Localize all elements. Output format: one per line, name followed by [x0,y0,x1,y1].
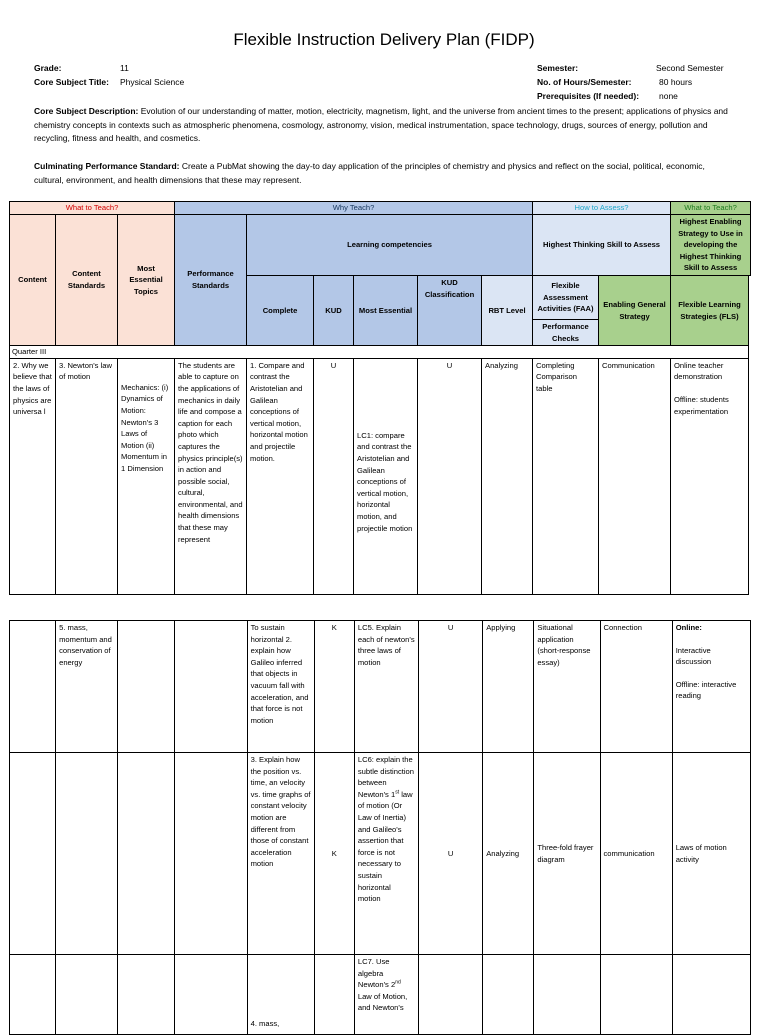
row3-topics [118,753,175,955]
row1-enabling: Communication [599,358,671,594]
how-to-assess-header: How to Assess? [533,202,671,215]
row3-kud: K [314,753,354,955]
most-essential-topics-header: Most Essential Topics [118,215,175,346]
subject-value: Physical Science [120,77,185,87]
highest-thinking-header: Highest Thinking Skill to Assess [533,215,671,276]
performance-standards-header: Performance Standards [175,215,247,346]
grade-label-bold: Grade: [34,63,62,73]
page-title: Flexible Instruction Delivery Plan (FIDP) [233,30,535,49]
culminating-standard [34,160,734,187]
hours-value: 80 hours [659,77,693,87]
row1-faa: Completing Comparison table [533,358,599,594]
complete-header: Complete [247,275,314,345]
enabling-strategy-header: Enabling General Strategy [599,275,671,345]
row3-kud-classification: U [419,753,483,955]
subject-label: Core Subject Title: [34,77,109,87]
prereq-label: Prerequisites (If needed): [537,91,640,101]
row3-complete: 3. Explain how the position vs. time, an velocity vs. time graphs of constant velocity motion are different from those of constant acceleration motion [247,753,314,955]
subject-description [34,105,734,146]
most-essential-header: Most Essential [354,275,418,345]
row1-complete: 1. Compare and contrast the Aristotelian and Galilean conceptions of vertical motion, horizontal motion and projectile motion. [247,358,314,594]
culminating-text: Create a PubMat showing the day-to day application of the principles of chemistry and physics and reflect on the social, political, economic, cultural, environment, and health dimensions that these may represent. [34,161,705,185]
row2-kud-classification: U [419,621,483,753]
row3-faa: Three-fold frayer diagram [534,753,600,955]
semester-label: Semester: [537,63,579,73]
row4-topics [118,955,175,1035]
row2-faa: Situational application (short-response essay) [534,621,600,753]
row2-kud: K [314,621,354,753]
row3-rbt-level: Analyzing [483,753,534,955]
row3-performance [175,753,247,955]
what-to-teach-header: What to Teach? [10,202,175,215]
highest-enabling-header: Highest Enabling Strategy to Use in developing the Highest Thinking Skill to Assess [671,215,751,276]
row2-content [10,621,56,753]
row2-enabling: Connection [600,621,672,753]
culminating-label: Culminating Performance Standard: [34,161,180,171]
row1-kud: U [314,358,354,594]
faa-header: Flexible Assessment Activities (FAA) [533,275,599,319]
row2-rbt-level: Applying [483,621,534,753]
fls-header: Flexible Learning Strategies (FLS) [671,275,749,345]
content-header: Content [10,215,56,346]
semester-value: Second Semester [656,63,724,73]
row4-most-essential: LC7. Use algebra Newton's 2nd Law of Motion, and Newton's [354,955,418,1035]
row1-fls: Online teacher demonstration Offline: students experimentation [671,358,749,594]
row4-fls [672,955,750,1035]
row1-content-standards: 3. Newton's law of motion [56,358,118,594]
row4-performance [175,955,247,1035]
row3-enabling: communication [600,753,672,955]
description-text: Evolution of our understanding of matter, motion, electricity, magnetism, light, and the universe from ancient times to the present; applications of physics and chemistry concepts in contexts such as atmospheric phenomena, cosmology, astronomy, vision, medical instrumentation, space technology, drugs, sources of energy, pollution and recycling, fitness and health, and cosmetics. [34,106,728,143]
kud-header: KUD [314,275,354,345]
row3-fls: Laws of motion activity [672,753,750,955]
row4-enabling [600,955,672,1035]
row4-kud [314,955,354,1035]
row2-fls: Online: Interactive discussion Offline: interactive reading [672,621,750,753]
kud-classification-header: KUD Classification [418,275,482,345]
row2-content-standards: 5. mass, momentum and conservation of energy [56,621,118,753]
row4-content [10,955,56,1035]
row3-most-essential: LC6: explain the subtle distinction between Newton's 1st law of motion (Or Law of Inertia) and Galileo's assertion that force is not necessary to sustain horizontal motion [354,753,418,955]
row4-complete: 4. mass, [247,955,314,1035]
row3-content-standards [56,753,118,955]
fidp-table-bottom [9,620,751,1035]
quarter-label: Quarter III [10,346,749,359]
row4-kud-classification [419,955,483,1035]
row2-performance [175,621,247,753]
row2-most-essential: LC5. Explain each of newton's three laws of motion [354,621,418,753]
description-label: Core Subject Description: [34,106,139,116]
row4-rbt-level [483,955,534,1035]
grade-value: 11 [120,63,129,73]
learning-competencies-header: Learning competencies [247,215,533,276]
row4-faa [534,955,600,1035]
row1-most-essential: LC1: compare and contrast the Aristotelian and Galilean conceptions of vertical motion, horizontal motion, and projectile motion [354,358,418,594]
row2-topics [118,621,175,753]
rbt-level-header: RBT Level [482,275,533,345]
prereq-value: none [659,91,678,101]
content-standards-header: Content Standards [56,215,118,346]
fidp-table-top [9,201,751,595]
row1-rbt-level: Analyzing [482,358,533,594]
row1-topics: Mechanics: (i) Dynamics of Motion: Newton's 3 Laws of Motion (ii) Momentum in 1 Dimension [118,358,175,594]
row2-complete: To sustain horizontal 2. explain how Galileo inferred that objects in vacuum fall with acceleration, and that force is not motion [247,621,314,753]
row1-kud-classification: U [418,358,482,594]
row3-content [10,753,56,955]
row1-content: 2. Why we believe that the laws of physics are universa l [10,358,56,594]
performance-checks-header: Performance Checks [533,319,599,345]
hours-label: No. of Hours/Semester: [537,77,632,87]
what-to-teach-header-2: What to Teach? [671,202,751,215]
row4-content-standards [56,955,118,1035]
row1-performance-standards: The students are able to capture on the applications of mechanics in daily life and compose a caption for each photo which captures the physics principle(s) in action and possible social, cultural, environmental, and health dimensions that these may represent [175,358,247,594]
why-teach-header: Why Teach? [175,202,533,215]
